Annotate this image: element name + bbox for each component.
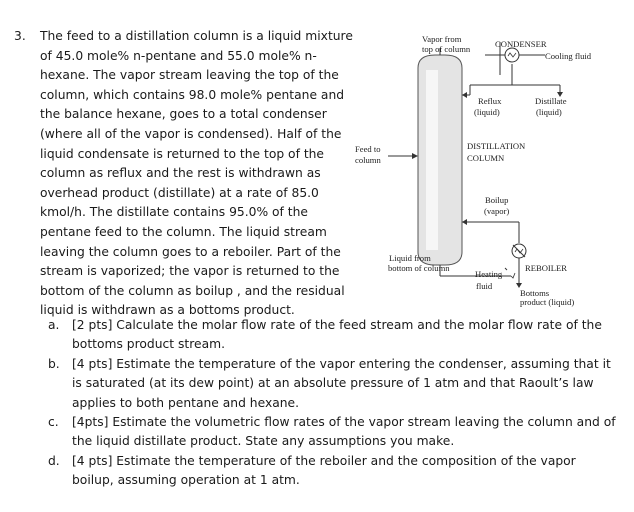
boilup-label: Boilup xyxy=(485,195,509,205)
part-label: b. xyxy=(48,356,60,371)
part-text: [2 pts] Calculate the molar flow rate of the feed stream and the molar flow rate of the bottoms product stream. xyxy=(72,318,602,352)
question-line: bottom of the column as boilup , and the residual xyxy=(40,283,345,298)
question-line: hexane. The vapor stream leaving the top of the xyxy=(40,68,339,83)
reflux-label-2: (liquid) xyxy=(474,107,500,117)
question-part xyxy=(40,452,620,491)
bottoms-label-2: product (liquid) xyxy=(520,297,575,307)
reflux-arrow xyxy=(462,92,467,98)
condenser-label: CONDENSER xyxy=(495,39,547,49)
question-part xyxy=(40,355,620,413)
question-line: pentane feed to the column. The liquid stream xyxy=(40,225,327,239)
part-text: [4 pts] Estimate the temperature of the reboiler and the composition of the vapor boilup, assuming operation at 1 atm. xyxy=(72,453,576,488)
distillation-column xyxy=(418,55,462,265)
vapor-from-top-label: Vapor from xyxy=(422,34,462,44)
question-line: the balance hexane, goes to a total condenser xyxy=(40,107,327,122)
feed-arrow xyxy=(388,153,418,159)
part-label: c. xyxy=(48,415,59,430)
question-line: liquid condensate is returned to the top of the xyxy=(40,146,324,161)
vapor-from-top-label-2: top of column xyxy=(422,44,471,54)
part-label: d. xyxy=(48,453,60,468)
cooling-fluid-label: Cooling fluid xyxy=(545,51,592,61)
question-line: of 45.0 mole% n-pentane and 55.0 mole% n- xyxy=(40,48,317,63)
part-text: [4 pts] Estimate the temperature of the vapor entering the condenser, assuming that it is saturated (at its dew point) at an absolute pressure of 1 atm and that Raoult’s law applies to both pentane and hexane. xyxy=(72,356,611,410)
part-text: [4pts] Estimate the volumetric flow rates of the vapor stream leaving the column and of the liquid distillate product. State any assumptions you make. xyxy=(72,415,616,449)
boilup-label-2: (vapor) xyxy=(484,206,510,216)
feed-label: Feed to xyxy=(355,144,381,154)
question-line: stream is vaporized; the vapor is returned to the xyxy=(40,264,340,279)
question-number: 3. xyxy=(14,29,26,43)
question-part xyxy=(40,316,620,355)
heating-label: Heating xyxy=(475,269,503,279)
question-part xyxy=(40,413,620,452)
feed-label-2: column xyxy=(355,155,381,165)
liquid-bottom-label-2: bottom of column xyxy=(388,263,450,273)
question-parts xyxy=(40,316,620,491)
question-line: overhead product (distillate) at a rate of 85.0 xyxy=(40,185,319,200)
liquid-bottom-label: Liquid from xyxy=(389,253,431,263)
question-line: column as reflux and the rest is withdrawn as xyxy=(40,166,321,181)
heating-label-2: fluid xyxy=(476,281,493,291)
distillate-label: Distillate xyxy=(535,96,567,106)
question-line: (where all of the vapor is condensed). Half of the xyxy=(40,127,342,141)
column-label-2: COLUMN xyxy=(467,153,505,163)
question-line: liquid is withdrawn as a bottoms product. xyxy=(40,303,295,318)
question-line: column, which contains 98.0 mole% pentane and xyxy=(40,87,345,102)
boilup-arrow xyxy=(462,219,467,225)
part-label: a. xyxy=(48,318,60,332)
reflux-label: Reflux xyxy=(478,96,502,106)
question-line: The feed to a distillation column is a liquid mixture xyxy=(40,29,353,43)
column-label: DISTILLATION xyxy=(467,141,526,151)
distillate-label-2: (liquid) xyxy=(536,107,562,117)
bottoms-label: Bottoms xyxy=(520,288,550,298)
reboiler-label: REBOILER xyxy=(525,263,568,273)
question-line: kmol/h. The distillate contains 95.0% of the xyxy=(40,205,308,220)
question-line: leaving the column goes to a reboiler. Part of the xyxy=(40,244,341,259)
